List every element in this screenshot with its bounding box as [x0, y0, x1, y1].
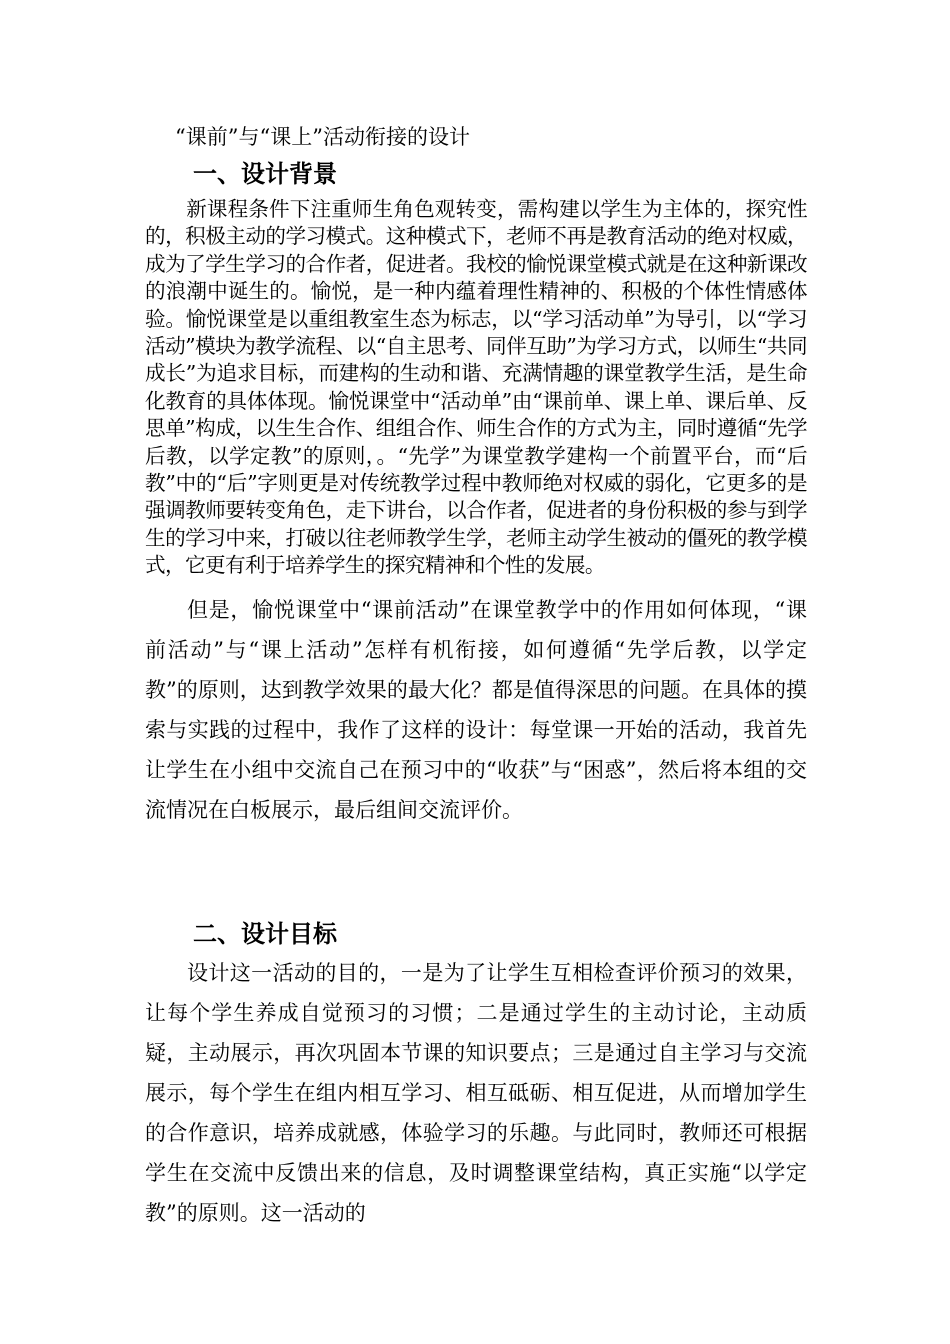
background-paragraph-1: 新课程条件下注重师生角色观转变，需构建以学生为主体的，探究性的，积极主动的学习模式。这种模式下，老师不再是教育活动的绝对权威，成为了学生学习的合作者，促进者。我校的愉悦课堂模式就是在这种新课改的浪潮中诞生的。愉悦，是一种内蕴着理性精神的、积极的个体性情感体验。愉悦课堂是以重组教室生态为标志，以“学习活动单”为导引，以“学习活动”模块为教学流程、以“自主思考、同伴互助”为学习方式，以师生“共同成长”为追求目标，而建构的生动和谐、充满情趣的课堂教学生活，是生命化教育的具体体现。愉悦课堂中“活动单”由“课前单、课上单、课后单、反思单”构成，以生生合作、组组合作、师生合作的方式为主，同时遵循“先学后教，以学定教”的原则，。“先学”为课堂教学建构一个前置平台，而“后教”中的“后”字则更是对传统教学过程中教师绝对权威的弱化，它更多的是强调教师要转变角色，走下讲台，以合作者，促进者的身份积极的参与到学生的学习中来，打破以往老师教学生学，老师主动学生被动的僵死的教学模式，它更有利于培养学生的探究精神和个性的发展。	[145, 197, 807, 578]
section-heading-background: 一、设计背景	[193, 160, 337, 188]
section-heading-objectives: 二、设计目标	[193, 920, 337, 948]
objectives-paragraph-1: 设计这一活动的目的，一是为了让学生互相检查评价预习的效果，让每个学生养成自觉预习的习惯；二是通过学生的主动讨论，主动质疑，主动展示，再次巩固本节课的知识要点；三是通过自主学习与交流展示，每个学生在组内相互学习、相互砥砺、相互促进，从而增加学生的合作意识，培养成就感，体验学习的乐趣。与此同时，教师还可根据学生在交流中反馈出来的信息，及时调整课堂结构，真正实施“以学定教”的原则。这一活动的	[145, 961, 807, 1225]
document-title: “课前”与“课上”活动衔接的设计	[175, 125, 470, 149]
background-paragraph-2: 但是，愉悦课堂中“课前活动”在课堂教学中的作用如何体现，“课前活动”与“课上活动”怎样有机衔接，如何遵循“先学后教，以学定教”的原则，达到教学效果的最大化？都是值得深思的问题。在具体的摸索与实践的过程中，我作了这样的设计：每堂课一开始的活动，我首先让学生在小组中交流自己在预习中的“收获”与“困惑”，然后将本组的交流情况在白板展示，最后组间交流评价。	[145, 598, 807, 822]
